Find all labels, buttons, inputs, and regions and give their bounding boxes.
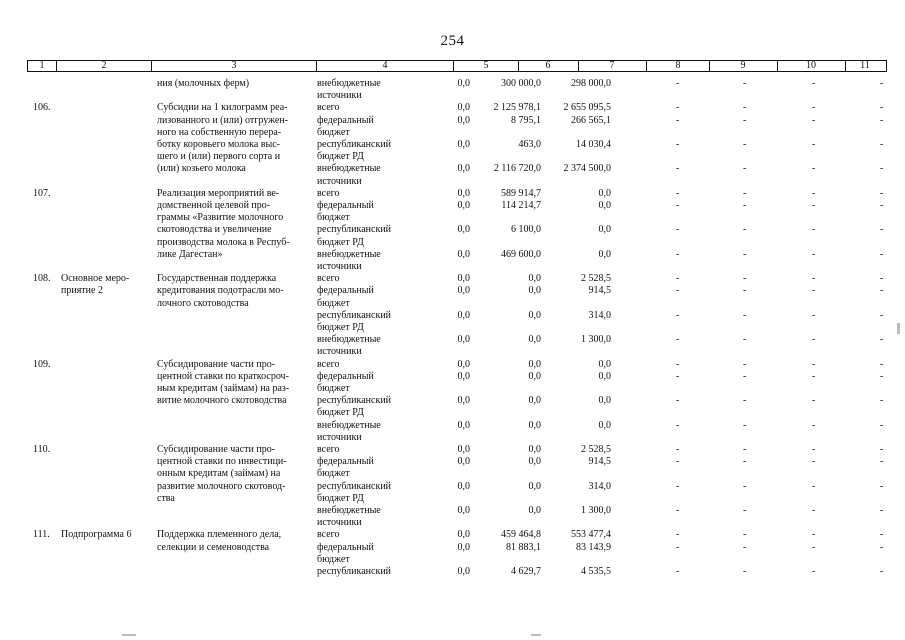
row-description: Поддержка племенного дела, <box>157 529 282 541</box>
dash-col11: - <box>880 456 884 468</box>
dash-col9: - <box>743 273 747 285</box>
dash-col10: - <box>812 480 816 492</box>
value-col7: 553 477,4 <box>571 529 611 541</box>
value-col7: 298 000,0 <box>571 78 611 89</box>
dash-col9: - <box>743 541 747 553</box>
funding-source: всего <box>317 529 340 541</box>
value-col5: 0,0 <box>457 566 470 577</box>
value-col6: 469 600,0 <box>501 248 541 260</box>
value-col5: 0,0 <box>457 395 470 407</box>
funding-source: бюджет <box>317 553 350 565</box>
dash-col8: - <box>676 102 680 114</box>
dash-col10: - <box>812 370 816 382</box>
dash-col9: - <box>743 456 747 468</box>
row-description: лизованного и (или) отгружен- <box>157 114 288 126</box>
funding-source: республиканский <box>317 480 392 492</box>
row-category: Основное меро- <box>61 273 130 285</box>
funding-source: федеральный <box>317 541 374 553</box>
dash-col9: - <box>743 102 747 114</box>
funding-source: всего <box>317 273 340 285</box>
value-col7: 314,0 <box>588 480 611 492</box>
dash-col9: - <box>743 114 747 126</box>
row-description: Субсидирование части про- <box>157 358 276 370</box>
funding-source: внебюджетные <box>317 78 381 89</box>
scan-foot-mark <box>122 634 136 636</box>
row-number: 111. <box>33 529 50 541</box>
value-col6: 6 100,0 <box>511 224 541 236</box>
dash-col11: - <box>880 505 884 516</box>
value-col5: 0,0 <box>457 541 470 553</box>
funding-source: внебюджетные <box>317 419 381 431</box>
value-col6: 300 000,0 <box>501 78 541 89</box>
dash-col9: - <box>743 566 747 577</box>
funding-source: всего <box>317 358 340 370</box>
value-col5: 0,0 <box>457 139 470 150</box>
dash-col11: - <box>880 395 884 407</box>
dash-col10: - <box>812 309 816 321</box>
value-col6: 0,0 <box>528 309 541 321</box>
dash-col9: - <box>743 163 747 175</box>
dash-col9: - <box>743 78 747 89</box>
value-col5: 0,0 <box>457 285 470 297</box>
funding-source: бюджет <box>317 212 350 224</box>
dash-col10: - <box>812 102 816 114</box>
dash-col11: - <box>880 248 884 260</box>
dash-col11: - <box>880 358 884 370</box>
value-col6: 589 914,7 <box>501 187 541 199</box>
funding-source: всего <box>317 187 340 199</box>
funding-source: бюджет РД <box>317 322 364 333</box>
dash-col9: - <box>743 187 747 199</box>
dash-col10: - <box>812 248 816 260</box>
value-col5: 0,0 <box>457 309 470 321</box>
dash-col11: - <box>880 78 884 89</box>
funding-source: федеральный <box>317 285 374 297</box>
header-cell-10: 10 <box>806 60 816 71</box>
dash-col10: - <box>812 114 816 126</box>
dash-col8: - <box>676 358 680 370</box>
row-description: селекции и семеноводства <box>157 541 270 553</box>
value-col7: 0,0 <box>598 248 611 260</box>
row-description: (или) козьего молока <box>157 163 246 175</box>
dash-col10: - <box>812 78 816 89</box>
dash-col8: - <box>676 139 680 150</box>
dash-col10: - <box>812 200 816 211</box>
value-col7: 914,5 <box>588 285 611 297</box>
dash-col8: - <box>676 187 680 199</box>
row-description: Реализация мероприятий ве- <box>157 187 280 199</box>
value-col6: 463,0 <box>518 139 541 150</box>
row-description: кредитования подотрасли мо- <box>157 285 284 297</box>
dash-col8: - <box>676 566 680 577</box>
funding-source: внебюджетные <box>317 248 381 260</box>
dash-col9: - <box>743 358 747 370</box>
row-description: витие молочного скотоводства <box>157 395 287 407</box>
dash-col11: - <box>880 224 884 236</box>
row-description: ства <box>157 492 175 504</box>
dash-col10: - <box>812 529 816 541</box>
value-col5: 0,0 <box>457 444 470 455</box>
dash-col9: - <box>743 505 747 516</box>
value-col5: 0,0 <box>457 248 470 260</box>
funding-source: источники <box>317 175 362 187</box>
row-number: 106. <box>33 102 51 114</box>
funding-source: всего <box>317 444 340 455</box>
value-col7: 2 528,5 <box>581 444 611 455</box>
row-number: 107. <box>33 187 51 199</box>
value-col7: 2 655 095,5 <box>563 102 611 114</box>
dash-col8: - <box>676 370 680 382</box>
value-col5: 0,0 <box>457 187 470 199</box>
header-cell-8: 8 <box>675 60 681 71</box>
header-cell-3: 3 <box>231 60 237 71</box>
dash-col9: - <box>743 139 747 150</box>
dash-col9: - <box>743 444 747 455</box>
dash-col10: - <box>812 273 816 285</box>
value-col5: 0,0 <box>457 163 470 175</box>
funding-source: федеральный <box>317 200 374 211</box>
value-col5: 0,0 <box>457 419 470 431</box>
funding-source: бюджет РД <box>317 407 364 419</box>
header-cell-2: 2 <box>101 60 107 71</box>
dash-col9: - <box>743 480 747 492</box>
dash-col10: - <box>812 358 816 370</box>
value-col7: 4 535,5 <box>581 566 611 577</box>
row-description: лике Дагестан» <box>157 248 223 260</box>
dash-col10: - <box>812 163 816 175</box>
dash-col11: - <box>880 419 884 431</box>
dash-col10: - <box>812 187 816 199</box>
dash-col8: - <box>676 285 680 297</box>
funding-source: источники <box>317 517 362 529</box>
value-col5: 0,0 <box>457 529 470 541</box>
value-col5: 0,0 <box>457 102 470 114</box>
value-col6: 81 883,1 <box>506 541 541 553</box>
value-col5: 0,0 <box>457 78 470 89</box>
value-col7: 14 030,4 <box>576 139 611 150</box>
funding-source: внебюджетные <box>317 505 381 516</box>
dash-col11: - <box>880 566 884 577</box>
row-description: скотоводства и увеличение <box>157 224 272 236</box>
row-description: лочного скотоводства <box>157 297 249 309</box>
row-description: Государственная поддержка <box>157 273 277 285</box>
value-col6: 0,0 <box>528 456 541 468</box>
dash-col8: - <box>676 273 680 285</box>
row-description: ботку коровьего молока выс- <box>157 139 281 150</box>
dash-col11: - <box>880 334 884 346</box>
header-cell-1: 1 <box>39 60 45 71</box>
dash-col8: - <box>676 395 680 407</box>
value-col7: 0,0 <box>598 419 611 431</box>
dash-col10: - <box>812 419 816 431</box>
funding-source: бюджет <box>317 126 350 138</box>
value-col7: 0,0 <box>598 224 611 236</box>
value-col6: 459 464,8 <box>501 529 541 541</box>
value-col6: 0,0 <box>528 395 541 407</box>
dash-col11: - <box>880 285 884 297</box>
dash-col11: - <box>880 541 884 553</box>
scan-foot-mark <box>531 634 541 636</box>
value-col6: 0,0 <box>528 370 541 382</box>
dash-col8: - <box>676 224 680 236</box>
row-number: 109. <box>33 358 51 370</box>
dash-col9: - <box>743 285 747 297</box>
value-col7: 0,0 <box>598 200 611 211</box>
dash-col8: - <box>676 456 680 468</box>
dash-col8: - <box>676 248 680 260</box>
funding-source: бюджет РД <box>317 151 364 163</box>
dash-col11: - <box>880 102 884 114</box>
header-cell-11: 11 <box>860 60 870 71</box>
dash-col10: - <box>812 541 816 553</box>
dash-col10: - <box>812 334 816 346</box>
value-col5: 0,0 <box>457 480 470 492</box>
funding-source: бюджет <box>317 383 350 394</box>
row-description: производства молока в Респуб- <box>157 236 290 248</box>
value-col6: 4 629,7 <box>511 566 541 577</box>
funding-source: республиканский <box>317 566 392 577</box>
dash-col9: - <box>743 334 747 346</box>
value-col6: 0,0 <box>528 444 541 455</box>
dash-col9: - <box>743 248 747 260</box>
dash-col11: - <box>880 114 884 126</box>
value-col5: 0,0 <box>457 200 470 211</box>
dash-col10: - <box>812 444 816 455</box>
header-cell-6: 6 <box>545 60 551 71</box>
dash-col10: - <box>812 285 816 297</box>
dash-col10: - <box>812 456 816 468</box>
funding-source: источники <box>317 346 362 358</box>
value-col5: 0,0 <box>457 224 470 236</box>
dash-col8: - <box>676 309 680 321</box>
funding-source: федеральный <box>317 456 374 468</box>
funding-source: федеральный <box>317 370 374 382</box>
value-col6: 0,0 <box>528 505 541 516</box>
header-cell-9: 9 <box>740 60 746 71</box>
funding-source: внебюджетные <box>317 334 381 346</box>
row-description: Субсидии на 1 килограмм реа- <box>157 102 288 114</box>
dash-col10: - <box>812 505 816 516</box>
funding-source: бюджет РД <box>317 492 364 504</box>
value-col6: 0,0 <box>528 480 541 492</box>
dash-col8: - <box>676 529 680 541</box>
funding-source: бюджет <box>317 297 350 309</box>
funding-source: федеральный <box>317 114 374 126</box>
dash-col9: - <box>743 224 747 236</box>
row-number: 108. <box>33 273 51 285</box>
value-col7: 2 528,5 <box>581 273 611 285</box>
value-col5: 0,0 <box>457 505 470 516</box>
dash-col8: - <box>676 114 680 126</box>
value-col5: 0,0 <box>457 334 470 346</box>
row-description: домственной целевой про- <box>157 200 271 211</box>
dash-col9: - <box>743 395 747 407</box>
dash-col8: - <box>676 505 680 516</box>
funding-source: источники <box>317 90 362 102</box>
value-col5: 0,0 <box>457 358 470 370</box>
funding-source: республиканский <box>317 309 392 321</box>
funding-source: республиканский <box>317 139 392 150</box>
dash-col8: - <box>676 334 680 346</box>
value-col7: 314,0 <box>588 309 611 321</box>
row-category: приятие 2 <box>61 285 103 297</box>
dash-col8: - <box>676 200 680 211</box>
dash-col8: - <box>676 78 680 89</box>
row-description: граммы «Развитие молочного <box>157 212 284 224</box>
dash-col8: - <box>676 444 680 455</box>
row-category: Подпрограмма 6 <box>61 529 132 541</box>
dash-col8: - <box>676 480 680 492</box>
row-description: онным кредитам (займам) на <box>157 468 281 480</box>
value-col6: 0,0 <box>528 358 541 370</box>
row-description: ния (молочных ферм) <box>157 78 250 89</box>
value-col7: 2 374 500,0 <box>563 163 611 175</box>
funding-source: республиканский <box>317 224 392 236</box>
funding-source: внебюджетные <box>317 163 381 175</box>
row-description: ного на собственную перера- <box>157 126 282 138</box>
row-description: центной ставки по инвестици- <box>157 456 287 468</box>
value-col5: 0,0 <box>457 114 470 126</box>
row-description: центной ставки по краткосроч- <box>157 370 289 382</box>
dash-col9: - <box>743 529 747 541</box>
dash-col10: - <box>812 224 816 236</box>
value-col6: 8 795,1 <box>511 114 541 126</box>
row-description: шего и (или) первого сорта и <box>157 151 281 163</box>
funding-source: республиканский <box>317 395 392 407</box>
dash-col11: - <box>880 187 884 199</box>
dash-col10: - <box>812 395 816 407</box>
funding-source: источники <box>317 431 362 443</box>
dash-col11: - <box>880 163 884 175</box>
value-col7: 1 300,0 <box>581 505 611 516</box>
dash-col11: - <box>880 139 884 150</box>
page-number: 254 <box>440 33 465 49</box>
dash-col11: - <box>880 273 884 285</box>
row-description: развитие молочного скотовод- <box>157 480 286 492</box>
funding-source: бюджет <box>317 468 350 480</box>
dash-col11: - <box>880 529 884 541</box>
row-description: Субсидирование части про- <box>157 444 276 455</box>
dash-col10: - <box>812 566 816 577</box>
value-col7: 1 300,0 <box>581 334 611 346</box>
value-col7: 0,0 <box>598 187 611 199</box>
dash-col10: - <box>812 139 816 150</box>
dash-col11: - <box>880 370 884 382</box>
value-col6: 2 116 720,0 <box>493 163 541 175</box>
dash-col8: - <box>676 163 680 175</box>
value-col6: 0,0 <box>528 334 541 346</box>
value-col7: 0,0 <box>598 395 611 407</box>
value-col7: 914,5 <box>588 456 611 468</box>
scan-edge-mark <box>897 323 900 334</box>
value-col6: 0,0 <box>528 273 541 285</box>
value-col7: 0,0 <box>598 358 611 370</box>
value-col6: 0,0 <box>528 285 541 297</box>
value-col5: 0,0 <box>457 370 470 382</box>
dash-col11: - <box>880 480 884 492</box>
funding-source: источники <box>317 261 362 272</box>
dash-col8: - <box>676 419 680 431</box>
dash-col9: - <box>743 419 747 431</box>
value-col6: 2 125 978,1 <box>493 102 541 114</box>
funding-source: всего <box>317 102 340 114</box>
funding-source: бюджет РД <box>317 236 364 248</box>
dash-col9: - <box>743 309 747 321</box>
header-cell-4: 4 <box>382 60 388 71</box>
value-col7: 266 565,1 <box>571 114 611 126</box>
value-col7: 0,0 <box>598 370 611 382</box>
header-cell-7: 7 <box>609 60 615 71</box>
dash-col11: - <box>880 444 884 455</box>
row-description: ным кредитам (займам) на раз- <box>157 383 290 394</box>
value-col5: 0,0 <box>457 456 470 468</box>
value-col7: 83 143,9 <box>576 541 611 553</box>
header-cell-5: 5 <box>483 60 489 71</box>
dash-col11: - <box>880 200 884 211</box>
row-number: 110. <box>33 444 51 455</box>
dash-col11: - <box>880 309 884 321</box>
dash-col9: - <box>743 370 747 382</box>
value-col6: 0,0 <box>528 419 541 431</box>
dash-col8: - <box>676 541 680 553</box>
dash-col9: - <box>743 200 747 211</box>
value-col5: 0,0 <box>457 273 470 285</box>
value-col6: 114 214,7 <box>501 200 541 211</box>
